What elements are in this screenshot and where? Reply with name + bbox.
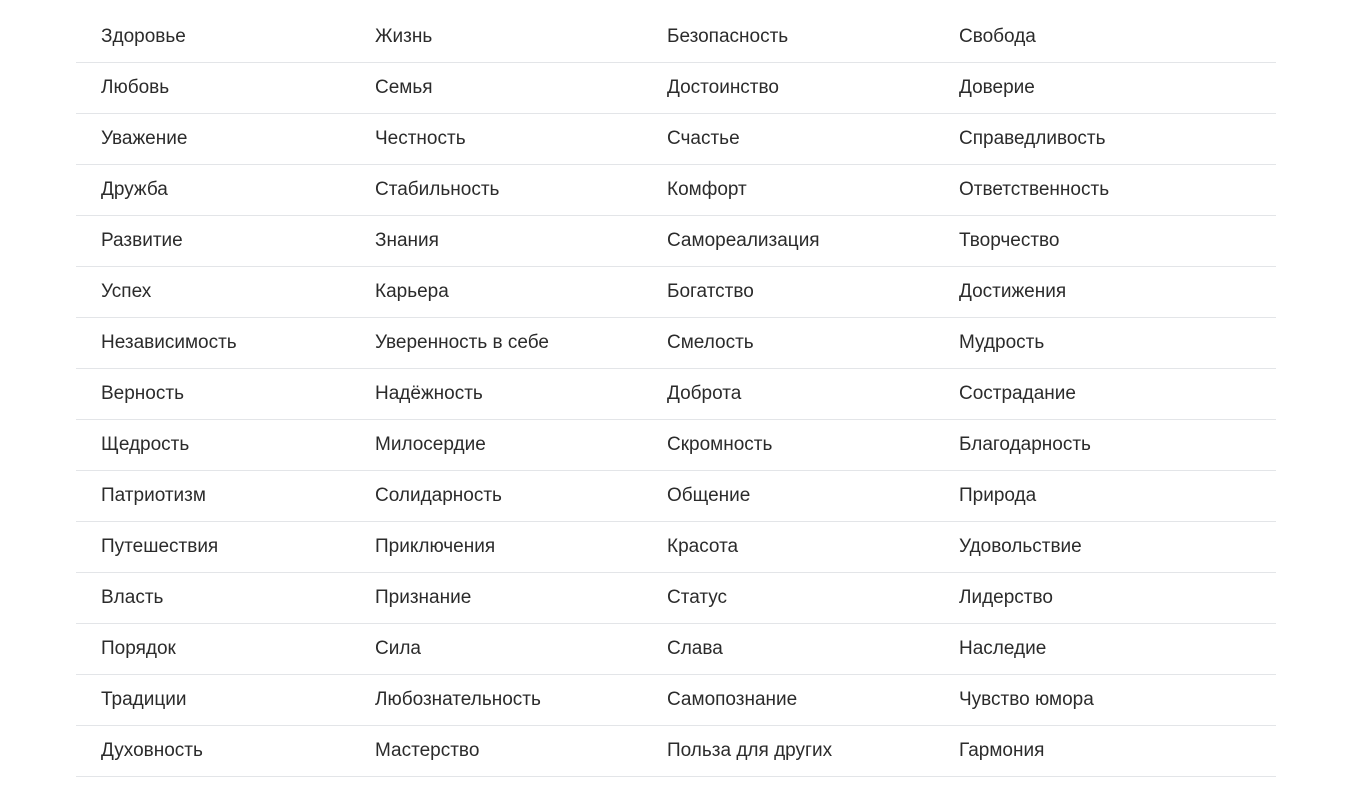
table-cell: Достижения xyxy=(959,281,1067,302)
table-cell: Стабильность xyxy=(375,179,500,200)
table-cell: Уважение xyxy=(101,128,188,149)
table-cell: Любовь xyxy=(101,77,170,98)
table-cell: Честность xyxy=(375,128,466,149)
table-cell: Мудрость xyxy=(959,332,1045,353)
table-cell: Традиции xyxy=(101,689,187,710)
table-row xyxy=(76,63,1276,114)
table-cell: Скромность xyxy=(667,434,773,455)
table-row xyxy=(76,420,1276,471)
table-cell: Наследие xyxy=(959,638,1047,659)
table-cell: Самопознание xyxy=(667,689,798,710)
table-cell: Сострадание xyxy=(959,383,1076,404)
table-cell: Безопасность xyxy=(667,26,789,47)
table-cell: Надёжность xyxy=(375,383,483,404)
table-cell: Доверие xyxy=(959,77,1035,98)
table-cell: Самореализация xyxy=(667,230,820,251)
table-row xyxy=(76,165,1276,216)
table-cell: Карьера xyxy=(375,281,449,302)
table-cell: Щедрость xyxy=(101,434,190,455)
table-cell: Удовольствие xyxy=(959,536,1082,557)
table-row xyxy=(76,267,1276,318)
table-cell: Достоинство xyxy=(667,77,779,98)
values-table xyxy=(76,12,1276,777)
table-cell: Дружба xyxy=(101,179,168,200)
table-cell: Счастье xyxy=(667,128,740,149)
table-cell: Верность xyxy=(101,383,184,404)
table-row xyxy=(76,369,1276,420)
table-row xyxy=(76,675,1276,726)
table-cell: Лидерство xyxy=(959,587,1053,608)
table-cell: Польза для других xyxy=(667,740,833,761)
table-cell: Сила xyxy=(375,638,421,659)
table-row xyxy=(76,726,1276,777)
table-cell: Духовность xyxy=(101,740,203,761)
table-row xyxy=(76,522,1276,573)
table-cell: Гармония xyxy=(959,740,1045,761)
table-cell: Богатство xyxy=(667,281,754,302)
table-cell: Природа xyxy=(959,485,1037,506)
table-cell: Ответственность xyxy=(959,179,1110,200)
table-row xyxy=(76,216,1276,267)
table-cell: Любознательность xyxy=(375,689,541,710)
table-cell: Творчество xyxy=(959,230,1060,251)
table-cell: Общение xyxy=(667,485,751,506)
table-cell: Здоровье xyxy=(101,26,186,47)
table-row xyxy=(76,318,1276,369)
table-cell: Комфорт xyxy=(667,179,747,200)
table-cell: Уверенность в себе xyxy=(375,332,549,353)
table-row xyxy=(76,624,1276,675)
table-row xyxy=(76,573,1276,624)
table-cell: Жизнь xyxy=(375,26,433,47)
table-row xyxy=(76,12,1276,63)
table-row xyxy=(76,471,1276,522)
table-cell: Успех xyxy=(101,281,152,302)
table-row xyxy=(76,114,1276,165)
table-cell: Мастерство xyxy=(375,740,480,761)
table-cell: Семья xyxy=(375,77,433,98)
table-cell: Благодарность xyxy=(959,434,1091,455)
table-cell: Путешествия xyxy=(101,536,219,557)
table-cell: Красота xyxy=(667,536,739,557)
table-cell: Доброта xyxy=(667,383,742,404)
table-cell: Признание xyxy=(375,587,472,608)
table-cell: Смелость xyxy=(667,332,754,353)
table-cell: Власть xyxy=(101,587,164,608)
table-cell: Слава xyxy=(667,638,723,659)
table-cell: Статус xyxy=(667,587,728,608)
table-cell: Солидарность xyxy=(375,485,502,506)
table-cell: Приключения xyxy=(375,536,496,557)
table-cell: Свобода xyxy=(959,26,1036,47)
table-cell: Независимость xyxy=(101,332,237,353)
table-cell: Развитие xyxy=(101,230,183,251)
table-cell: Знания xyxy=(375,230,439,251)
table-cell: Патриотизм xyxy=(101,485,206,506)
table-cell: Справедливость xyxy=(959,128,1106,149)
table-cell: Чувство юмора xyxy=(959,689,1094,710)
table-cell: Милосердие xyxy=(375,434,486,455)
table-cell: Порядок xyxy=(101,638,176,659)
